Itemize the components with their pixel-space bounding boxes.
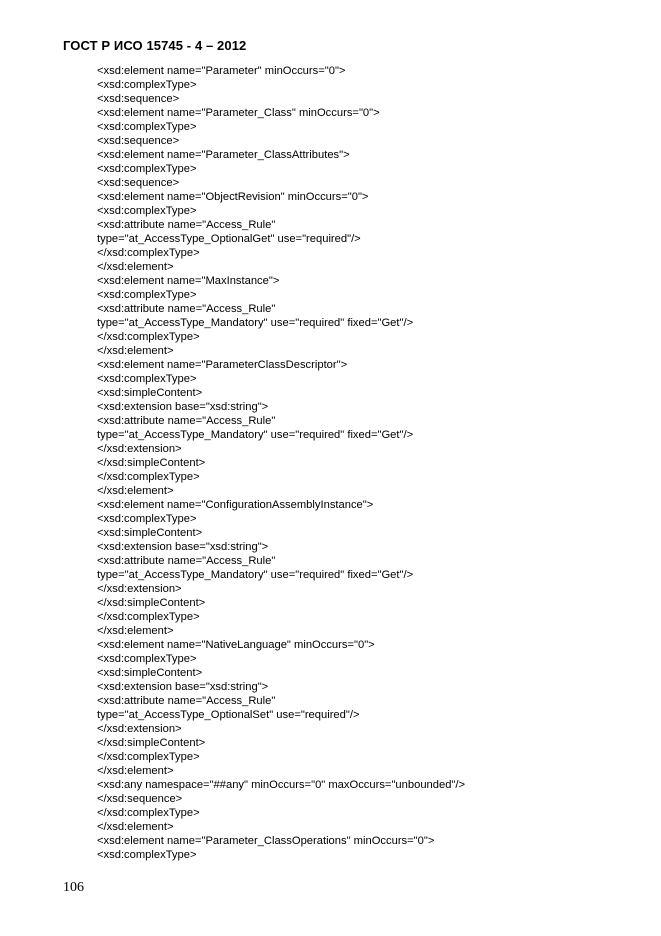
code-line: </xsd:element> (97, 765, 174, 777)
code-line: <xsd:sequence> (97, 135, 180, 147)
code-line: type="at_AccessType_Mandatory" use="required" fixed="Get"/> (97, 569, 414, 581)
code-line: </xsd:sequence> (97, 793, 183, 805)
code-line: </xsd:complexType> (97, 611, 200, 623)
page-number: 106 (63, 880, 84, 895)
code-line: <xsd:any namespace="##any" minOccurs="0" maxOccurs="unbounded"/> (97, 779, 466, 791)
code-line: </xsd:element> (97, 261, 174, 273)
code-line: </xsd:complexType> (97, 751, 200, 763)
code-line: <xsd:element name="ParameterClassDescriptor"> (97, 359, 348, 371)
document-header: ГОСТ Р ИСО 15745 - 4 – 2012 (63, 38, 247, 53)
code-line: <xsd:sequence> (97, 177, 180, 189)
code-line: <xsd:element name="NativeLanguage" minOccurs="0"> (97, 639, 375, 651)
code-line: <xsd:complexType> (97, 205, 197, 217)
code-line: <xsd:element name="Parameter_Class" minOccurs="0"> (97, 107, 380, 119)
code-line: </xsd:simpleContent> (97, 597, 206, 609)
code-line: <xsd:complexType> (97, 513, 197, 525)
code-line: <xsd:element name="Parameter_ClassOperations" minOccurs="0"> (97, 835, 435, 847)
code-line: </xsd:element> (97, 485, 174, 497)
code-line: type="at_AccessType_Mandatory" use="required" fixed="Get"/> (97, 429, 414, 441)
code-line: <xsd:complexType> (97, 289, 197, 301)
code-line: <xsd:complexType> (97, 121, 197, 133)
code-line: </xsd:extension> (97, 723, 182, 735)
code-line: </xsd:extension> (97, 443, 182, 455)
code-line: </xsd:complexType> (97, 331, 200, 343)
code-line: <xsd:simpleContent> (97, 527, 203, 539)
xsd-code-listing (97, 64, 617, 862)
code-line: </xsd:element> (97, 821, 174, 833)
code-line: <xsd:element name="MaxInstance"> (97, 275, 280, 287)
code-line: <xsd:element name="Parameter" minOccurs="0"> (97, 65, 346, 77)
code-line: <xsd:attribute name="Access_Rule" (97, 555, 276, 567)
code-line: <xsd:complexType> (97, 79, 197, 91)
code-line: <xsd:attribute name="Access_Rule" (97, 303, 276, 315)
code-line: </xsd:complexType> (97, 807, 200, 819)
code-line: <xsd:element name="ConfigurationAssemblyInstance"> (97, 499, 374, 511)
code-line: <xsd:attribute name="Access_Rule" (97, 415, 276, 427)
code-line: <xsd:element name="ObjectRevision" minOccurs="0"> (97, 191, 369, 203)
code-line: <xsd:complexType> (97, 373, 197, 385)
code-line: <xsd:simpleContent> (97, 667, 203, 679)
code-line: <xsd:element name="Parameter_ClassAttributes"> (97, 149, 350, 161)
code-line: <xsd:complexType> (97, 849, 197, 861)
code-line: <xsd:sequence> (97, 93, 180, 105)
code-line: <xsd:extension base="xsd:string"> (97, 541, 269, 553)
code-line: <xsd:attribute name="Access_Rule" (97, 219, 276, 231)
code-line: </xsd:element> (97, 625, 174, 637)
code-line: type="at_AccessType_OptionalGet" use="required"/> (97, 233, 361, 245)
code-line: </xsd:simpleContent> (97, 737, 206, 749)
code-line: <xsd:extension base="xsd:string"> (97, 681, 269, 693)
code-line: </xsd:simpleContent> (97, 457, 206, 469)
code-line: </xsd:extension> (97, 583, 182, 595)
code-line: type="at_AccessType_OptionalSet" use="required"/> (97, 709, 360, 721)
code-line: <xsd:extension base="xsd:string"> (97, 401, 269, 413)
code-line: <xsd:complexType> (97, 163, 197, 175)
code-line: </xsd:complexType> (97, 247, 200, 259)
code-line: </xsd:element> (97, 345, 174, 357)
code-line: <xsd:complexType> (97, 653, 197, 665)
code-line: </xsd:complexType> (97, 471, 200, 483)
code-line: <xsd:attribute name="Access_Rule" (97, 695, 276, 707)
code-line: <xsd:simpleContent> (97, 387, 203, 399)
code-line: type="at_AccessType_Mandatory" use="required" fixed="Get"/> (97, 317, 414, 329)
